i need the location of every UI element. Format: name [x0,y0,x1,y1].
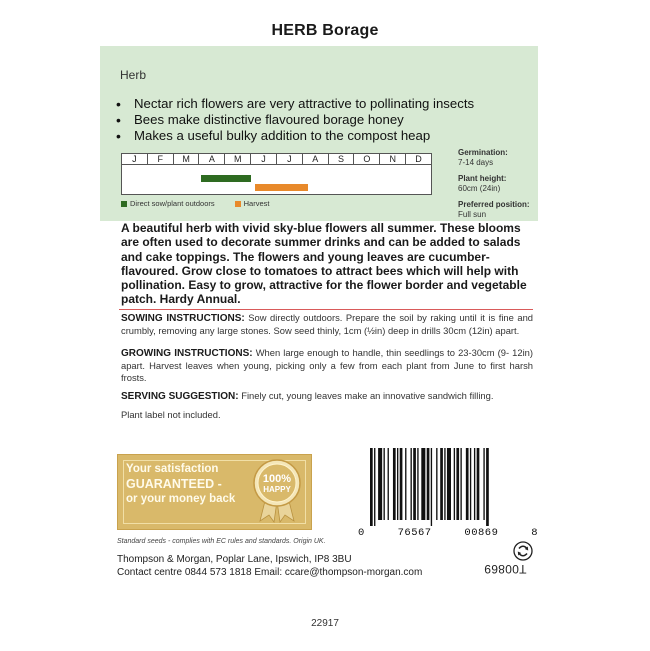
barcode-bar [477,448,480,520]
calendar-month: J [251,154,277,164]
height-value: 60cm (24in) [458,184,501,193]
barcode-bar [378,448,382,520]
barcode-bar [460,448,461,520]
happy-badge-icon [250,459,304,523]
calendar-month: D [415,154,422,164]
calendar-month: M [174,154,200,164]
page-title: HERB Borage [271,22,379,39]
sowing-instructions [121,312,533,337]
germination-label: Germination: [458,148,508,157]
calendar-month: F [148,154,174,164]
guarantee-line-3: or your money back [126,493,236,505]
calendar-month: N [380,154,406,164]
barcode-bar [427,448,430,520]
growing-text: When large enough to handle, thin seedlings to 23-30cm (9- 12in) apart. Harvest leaves when young, picking only a few from each plant from June to first harsh frosts. [121,347,534,383]
calendar-legend [121,199,269,208]
position-label: Preferred position: [458,200,530,209]
barcode-bar [388,448,389,520]
barcode-bar [370,448,373,526]
sowing-text: Sow directly outdoors. Prepare the soil by raking until it is fine and crumbly, removing any large stones. Sow seed thinly, 1cm (½in) deep in drills 30cm (12in) apart. [121,312,534,336]
sow-swatch-icon [121,201,127,207]
badge-happy: HAPPY [263,485,291,494]
category-label: Herb [120,68,147,82]
legend-sow-label: Direct sow/plant outdoors [130,199,215,208]
barcode-bar [400,448,403,520]
company-contact [117,553,422,579]
plant-label-note: Plant label not included. [121,409,221,420]
legend-harvest [235,199,270,208]
barcode-bar [384,448,385,520]
barcode [358,448,538,540]
feature-item: • Makes a useful bulky addition to the compost heap [116,128,474,144]
calendar-month: J [277,154,303,164]
barcode-bar [374,448,375,526]
barcode-first-digit: 0 [358,527,365,539]
barcode-bar [456,448,459,520]
barcode-bar [393,448,396,520]
barcode-bar [411,448,412,520]
feature-list [116,96,474,144]
barcode-bar [431,448,432,526]
description-text: A beautiful herb with vivid sky-blue flowers all summer. These blooms are often used to decorate summer drinks and can be added to salads and cake toppings. The flowers and young leaves are cucumber-flavoured. Grow close to tomatoes to attract bees which will help with pollination. Easy to grow, attractive for the flower border and vegetable patch. Hardy Annual. [121,221,527,307]
position-value: Full sun [458,210,487,219]
serving-heading: SERVING SUGGESTION: [121,391,239,402]
standard-seeds-note: Standard seeds - complies with EC rules and standards. Origin UK. [117,538,326,545]
sowing-heading: SOWING INSTRUCTIONS: [121,313,245,324]
legend-sow [121,199,215,208]
serving-suggestion [121,390,533,403]
guarantee-text [126,462,235,507]
plant-stats [458,148,538,226]
contact-line: Contact centre 0844 573 1818 Email: ccare@thompson-morgan.com [117,567,423,578]
calendar-months [122,154,431,165]
calendar-month: J [122,154,148,164]
barcode-bar [454,448,455,520]
barcode-bars-icon [370,448,526,526]
harvest-swatch-icon [235,201,241,207]
barcode-bar [417,448,418,520]
legend-harvest-label: Harvest [243,199,270,208]
harvest-period-bar [255,184,309,191]
guarantee-box [117,454,312,530]
height-label: Plant height: [458,174,507,183]
barcode-bar [444,448,445,520]
barcode-bar [436,448,437,520]
calendar-month: A [199,154,225,164]
barcode-digits [358,527,538,539]
guarantee-line-1: Your satisfaction [126,463,219,475]
calendar-month: A [303,154,329,164]
sowing-calendar [121,153,432,195]
barcode-bar [405,448,406,520]
barcode-bar [421,448,425,520]
calendar-month: M [225,154,251,164]
growing-instructions [121,347,533,384]
instructions [121,312,533,427]
barcode-last-digit: 8 [531,527,538,539]
calendar-month: S [329,154,355,164]
barcode-group-2: 00869 [464,527,499,539]
barcode-bar [397,448,398,520]
recycle-icon [513,541,533,561]
barcode-bar [470,448,471,520]
product-code: T00869 [484,562,527,576]
barcode-bar [483,448,484,520]
section-divider [119,309,533,310]
footer-number: 22917 [311,618,339,629]
barcode-bar [413,448,416,520]
feature-item: • Bees make distinctive flavoured borage honey [116,112,474,128]
barcode-bar [466,448,469,520]
sow-period-bar [201,175,251,182]
badge-percent: 100% [262,473,292,485]
serving-text: Finely cut, young leaves make an innovative sandwich filling. [241,390,494,401]
barcode-bar [486,448,489,526]
summary-panel [100,46,538,221]
barcode-group-1: 76567 [397,527,432,539]
feature-item: • Nectar rich flowers are very attractive to pollinating insects [116,96,474,112]
barcode-bar [474,448,475,520]
barcode-bar [447,448,451,520]
address-line: Thompson & Morgan, Poplar Lane, Ipswich, IP8 3BU [117,554,352,565]
guarantee-line-2: GUARANTEED - [126,477,222,491]
growing-heading: GROWING INSTRUCTIONS: [121,348,253,359]
calendar-month: O [354,154,380,164]
barcode-bar [440,448,443,520]
germination-value: 7-14 days [458,158,494,167]
